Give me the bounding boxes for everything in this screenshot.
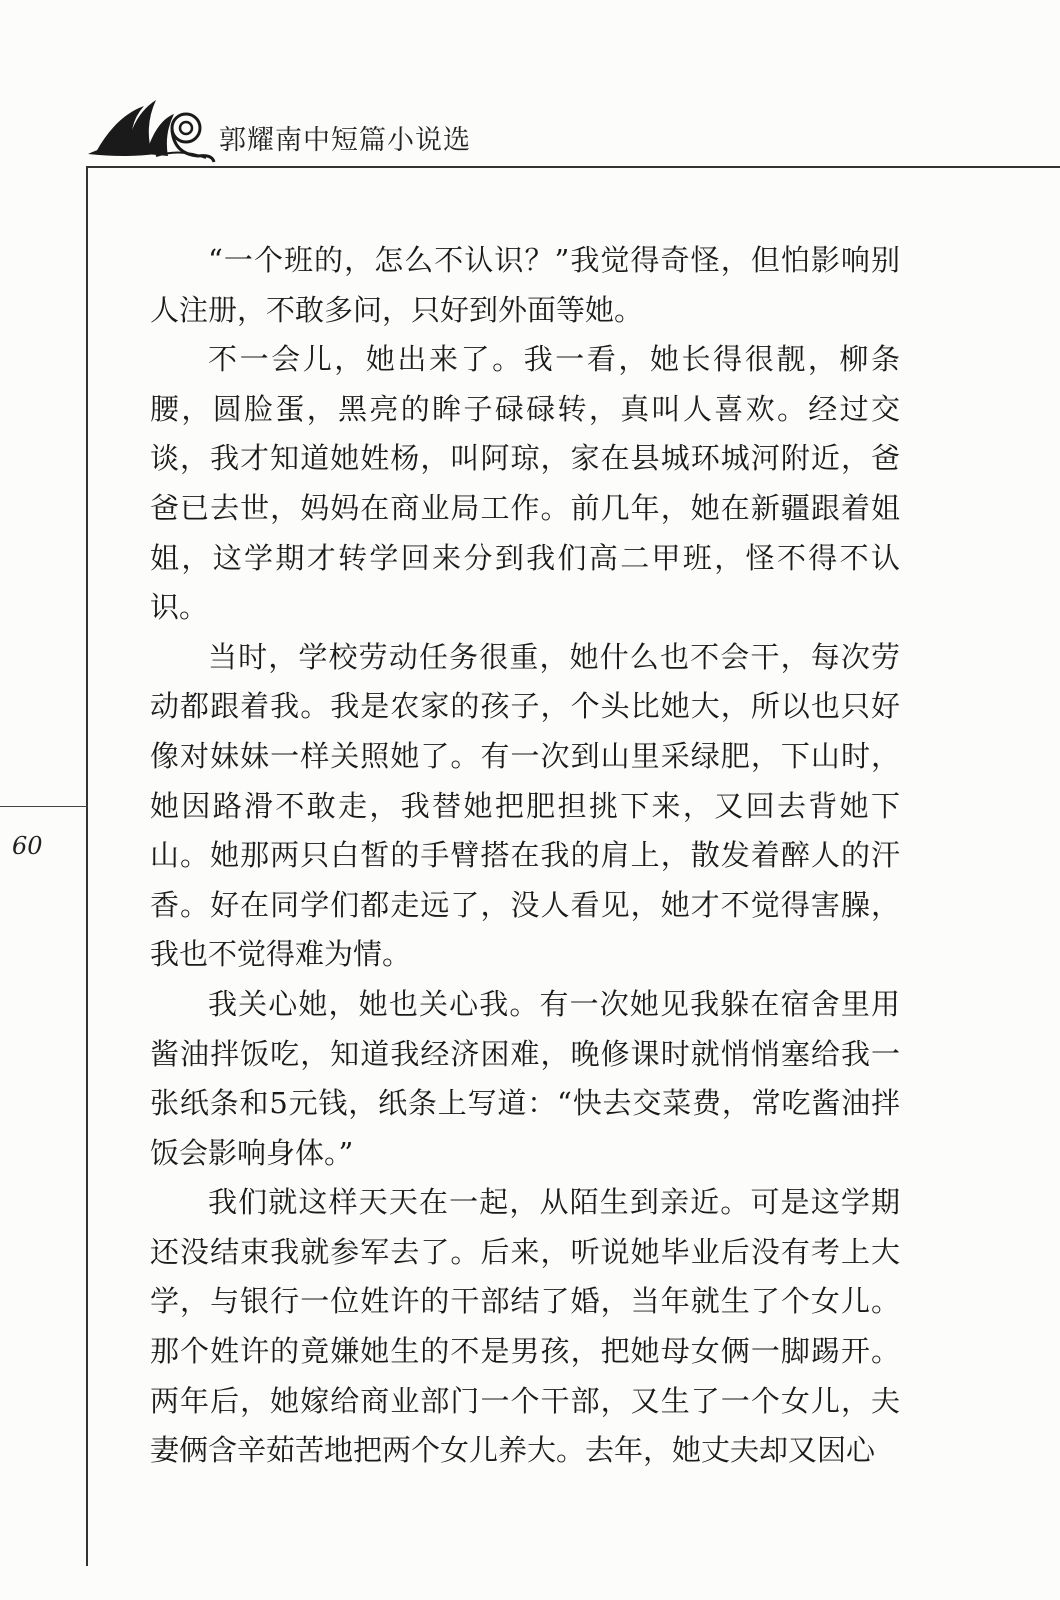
header-divider bbox=[86, 166, 1060, 168]
paragraph-4: 我关心她，她也关心我。有一次她见我躲在宿舍里用酱油拌饭吃，知道我经济困难，晚修课时就悄悄塞给我一张纸条和5元钱，纸条上写道：“快去交菜费，常吃酱油拌饭会影响身体。” bbox=[150, 986, 900, 1170]
page-number: 60 bbox=[12, 832, 43, 860]
floral-ornament-icon bbox=[86, 96, 216, 166]
body-text bbox=[150, 236, 900, 1476]
paragraph-5: 我们就这样天天在一起，从陌生到亲近。可是这学期还没结束我就参军去了。后来，听说她毕业后没有考上大学，与银行一位姓许的干部结了婚，当年就生了个女儿。那个姓许的竟嫌她生的不是男孩，把她母女俩一脚踢开。两年后，她嫁给商业部门一个干部，又生了一个女儿，夫妻俩含辛茹苦地把两个女儿养大。去年，她丈夫却又因心 bbox=[150, 1185, 900, 1468]
page-number-rule bbox=[0, 806, 88, 807]
book-title: 郭耀南中短篇小说选 bbox=[219, 125, 471, 156]
left-margin-rule bbox=[86, 166, 88, 1566]
paragraph-3: 当时，学校劳动任务很重，她什么也不会干，每次劳动都跟着我。我是农家的孩子，个头比她大，所以也只好像对妹妹一样关照她了。有一次到山里采绿肥，下山时，她因路滑不敢走，我替她把肥担挑下来，又回去背她下山。她那两只白皙的手臂搭在我的肩上，散发着醉人的汗香。好在同学们都走远了，没人看见，她才不觉得害臊，我也不觉得难为情。 bbox=[150, 639, 900, 972]
paragraph-1: “一个班的，怎么不认识？”我觉得奇怪，但怕影响别人注册，不敢多问，只好到外面等她。 bbox=[150, 243, 900, 327]
paragraph-2: 不一会儿，她出来了。我一看，她长得很靓，柳条腰，圆脸蛋，黑亮的眸子碌碌转，真叫人喜欢。经过交谈，我才知道她姓杨，叫阿琼，家在县城环城河附近，爸爸已去世，妈妈在商业局工作。前几年，她在新疆跟着姐姐，这学期才转学回来分到我们高二甲班，怪不得不认识。 bbox=[150, 342, 900, 625]
